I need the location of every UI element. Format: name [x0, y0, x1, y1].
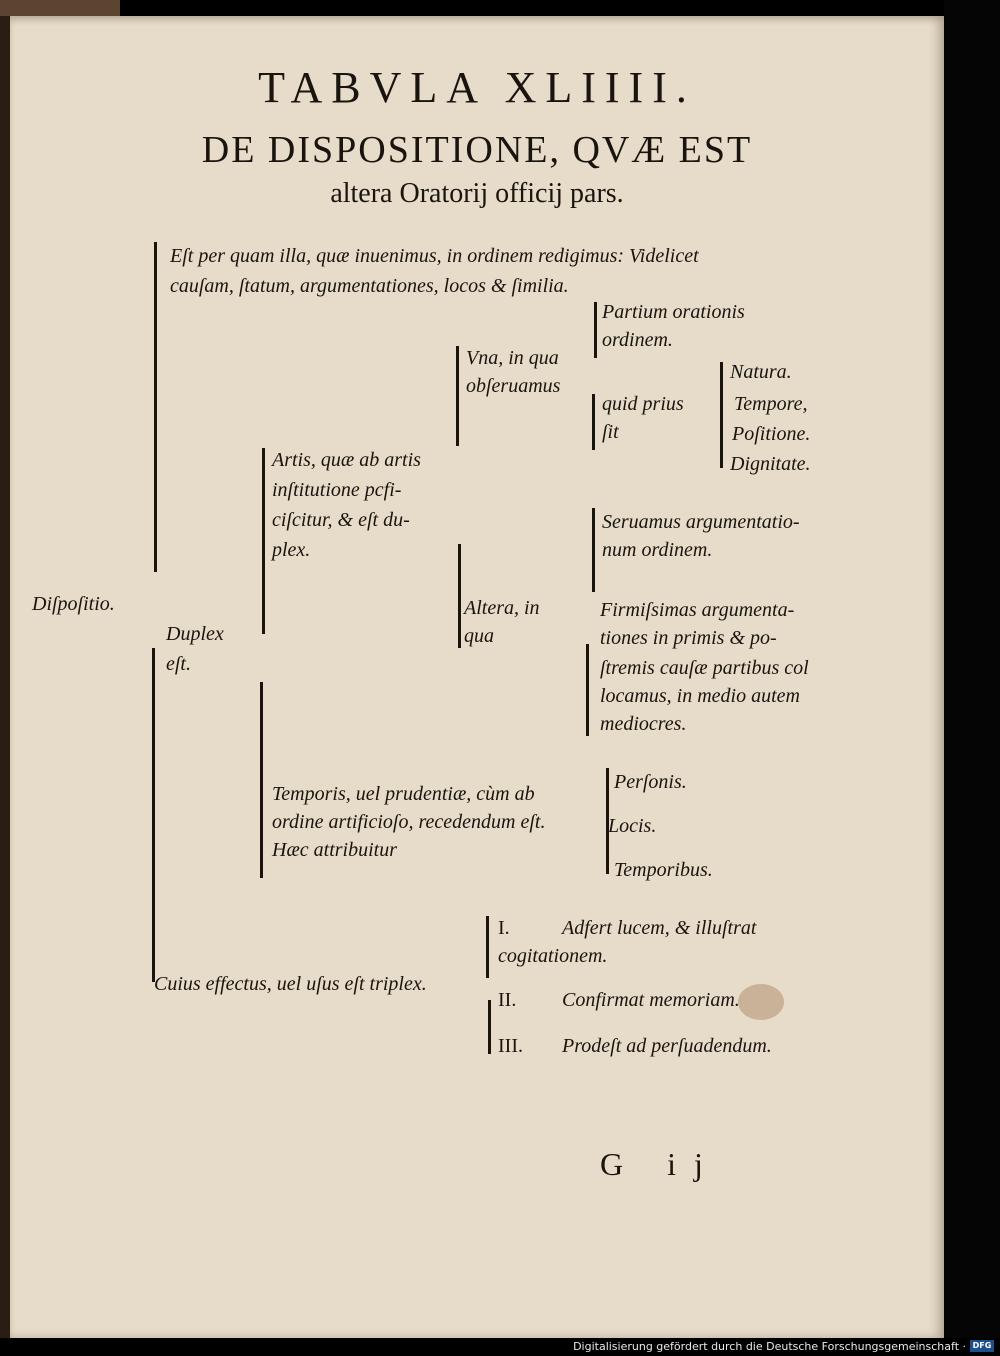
partium-line-2: ordinem.	[602, 329, 673, 351]
quid-bracket	[592, 394, 595, 450]
ordo-bracket	[720, 362, 723, 468]
effects-bracket-upper	[486, 916, 489, 978]
firmissimas-line-5: mediocres.	[600, 713, 687, 735]
vna-line-1: Vna, in qua	[466, 347, 559, 369]
book-edge	[0, 0, 10, 1340]
table-title: TABVLA XLIIII.	[258, 63, 696, 112]
seruamus-bracket	[592, 508, 595, 592]
effect-text-1b: cogitationem.	[498, 945, 608, 967]
effect-numeral-3: III.	[498, 1035, 523, 1057]
scan-background	[944, 0, 1000, 1340]
ordo-item-natura: Natura.	[730, 361, 792, 383]
definition-line-1: Eſt per quam illa, quæ inuenimus, in ordinem redigimus: Videlicet	[170, 245, 699, 267]
artis-line-1: Artis, quæ ab artis	[272, 449, 421, 471]
firmissimas-line-2: tiones in primis & po-	[600, 627, 777, 649]
section-subheading: altera Oratorij officij pars.	[330, 178, 624, 209]
effect-text-1a: Adfert lucem, & illuſtrat	[562, 917, 757, 939]
attrib-item-personis: Perſonis.	[614, 771, 687, 793]
altera-line-1: Altera, in	[464, 597, 540, 619]
effect-numeral-2: II.	[498, 989, 517, 1011]
seruamus-line-1: Seruamus argumentatio-	[602, 511, 800, 533]
firmissimas-line-3: ſtremis cauſæ partibus col	[600, 657, 809, 679]
root-term: Diſpoſitio.	[32, 593, 115, 615]
book-binding	[0, 0, 120, 16]
temporis-line-2: ordine artificioſo, recedendum eſt.	[272, 811, 546, 833]
temporis-line-3: Hæc attribuitur	[272, 839, 398, 861]
artis-bracket	[262, 448, 265, 634]
ordo-item-positione: Poſitione.	[732, 423, 811, 445]
seruamus-line-2: num ordinem.	[602, 539, 713, 561]
effect-numeral-1: I.	[498, 917, 510, 939]
effects-bracket-lower	[488, 1000, 491, 1054]
definition-bracket	[154, 242, 157, 572]
artis-line-3: ciſcitur, & eſt du-	[272, 509, 410, 531]
duplex-line-2: eſt.	[166, 653, 191, 675]
duplex-line-1: Duplex	[166, 623, 224, 645]
attrib-item-locis: Locis.	[608, 815, 657, 837]
definition-line-2: cauſam, ſtatum, argumentationes, locos & ſimilia.	[170, 275, 569, 297]
firmissimas-line-1: Firmiſsimas argumenta-	[600, 599, 795, 621]
footer-credit: Digitalisierung gefördert durch die Deutsche Forschungsgemeinschaft ·	[573, 1340, 966, 1353]
effect-text-3: Prodeſt ad perſuadendum.	[562, 1035, 772, 1057]
partium-bracket	[594, 302, 597, 358]
partium-line-1: Partium orationis	[602, 301, 745, 323]
altera-line-2: qua	[464, 625, 494, 647]
attrib-item-temporibus: Temporibus.	[614, 859, 713, 881]
cuius-line: Cuius effectus, uel uſus eſt triplex.	[154, 973, 427, 995]
artis-line-2: inſtitutione pcfi-	[272, 479, 402, 501]
book-page	[10, 16, 944, 1338]
vna-line-2: obſeruamus	[466, 375, 561, 397]
duplex-bracket	[152, 648, 155, 982]
vna-bracket	[456, 346, 459, 446]
ordo-item-tempore: Tempore,	[734, 393, 808, 415]
dfg-logo-icon: DFG	[970, 1340, 994, 1352]
temporis-bracket	[260, 682, 263, 878]
quid-line-1: quid prius	[602, 393, 684, 415]
effect-text-2: Confirmat memoriam.	[562, 989, 740, 1011]
section-heading: DE DISPOSITIONE, QVÆ EST	[201, 129, 753, 171]
temporis-line-1: Temporis, uel prudentiæ, cùm ab	[272, 783, 535, 805]
firmissimas-bracket	[586, 644, 589, 736]
quid-line-2: ſit	[602, 421, 619, 443]
firmissimas-line-4: locamus, in medio autem	[600, 685, 800, 707]
artis-line-4: plex.	[272, 539, 311, 561]
altera-bracket	[444, 544, 461, 648]
ordo-item-dignitate: Dignitate.	[730, 453, 811, 475]
page-signature: G ij	[600, 1146, 721, 1182]
paper-stain	[738, 984, 784, 1020]
